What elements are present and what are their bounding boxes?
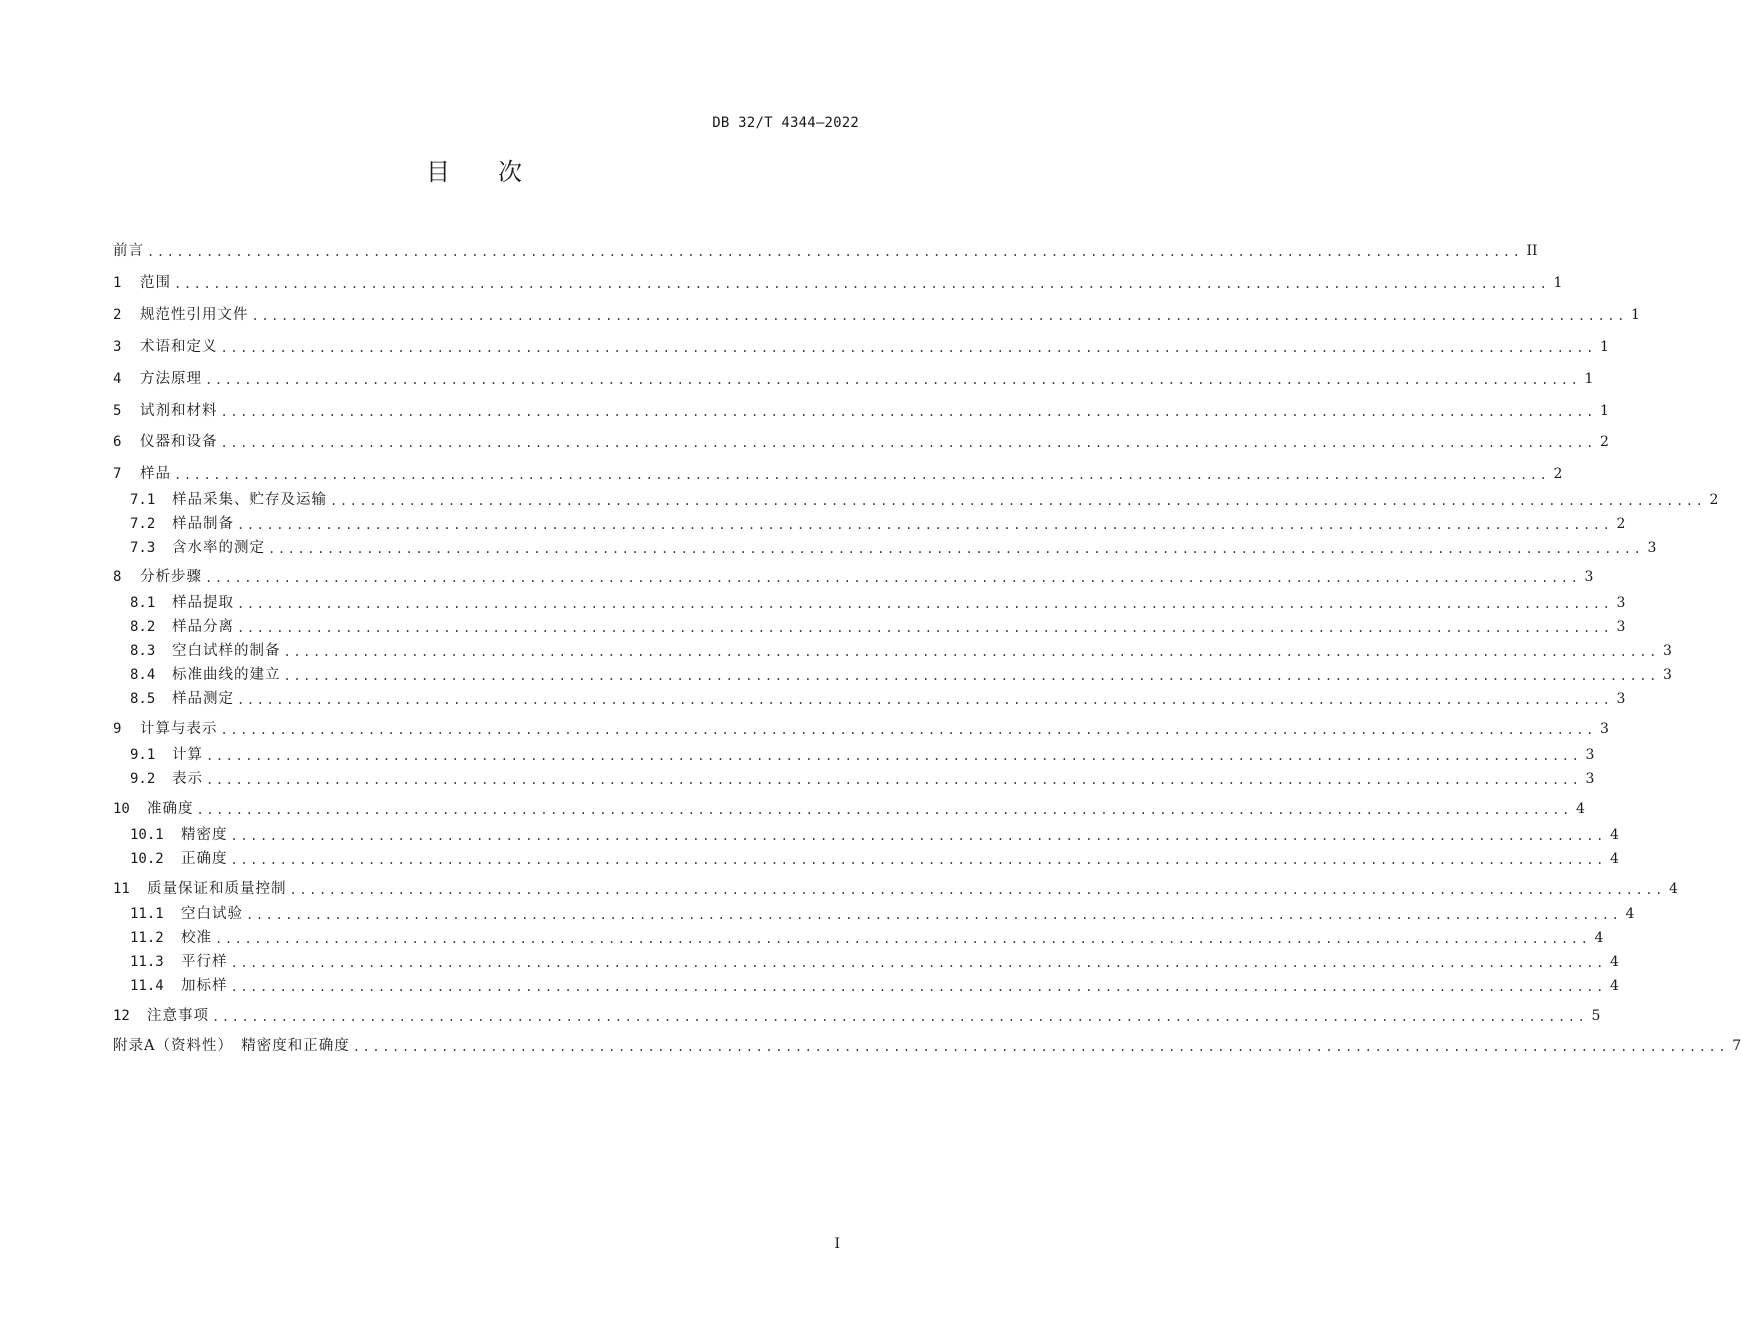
toc-entry[interactable] [113,400,1609,422]
toc-entry[interactable] [113,368,1594,390]
toc-entry-label: 样品采集、贮存及运输 [172,492,327,508]
toc-dot-leader: ............................................................................................................................................ [246,908,1622,922]
toc-entry-label: 校准 [181,930,212,946]
toc-entry-label: 含水率的测定 [172,540,265,556]
toc-dot-leader: ............................................................................................................................................ [205,373,1581,387]
toc-entry-label: 仪器和设备 [140,434,218,450]
toc-entry-label: 加标样 [181,978,228,994]
toc-entry-number: 7.3 [130,540,156,556]
toc-dot-leader: ............................................................................................................................................ [230,853,1606,867]
toc-entry[interactable] [130,592,1626,614]
toc-dot-leader: ............................................................................................................................................ [251,309,1627,323]
toc-dot-leader: ............................................................................................................................................ [330,494,1706,508]
toc-entry-page: 3 [1584,569,1594,585]
toc-entry-page: 3 [1647,540,1657,556]
toc-entry-label: 空白试验 [181,906,243,922]
toc-dot-leader: ............................................................................................................................................ [220,723,1596,737]
toc-dot-leader: ............................................................................................................................................ [230,956,1606,970]
toc-entry[interactable] [113,718,1609,740]
toc-entry[interactable] [130,744,1595,766]
toc-dot-leader: ............................................................................................................................................ [283,669,1659,683]
toc-entry-number: 3 [113,339,122,355]
toc-dot-leader: ............................................................................................................................................ [237,597,1613,611]
toc-entry-page: 3 [1599,721,1609,737]
toc-entry-number: 2 [113,307,122,323]
toc-dot-leader: ............................................................................................................................................ [268,542,1644,556]
toc-entry-number: 12 [113,1008,130,1024]
toc-entry-page: 2 [1616,516,1626,532]
toc-entry-number: 11.4 [130,978,164,994]
toc-entry-label: 注意事项 [147,1008,209,1024]
toc-entry-label: 样品分离 [172,619,234,635]
toc-entry-label: 规范性引用文件 [140,307,249,323]
toc-entry[interactable] [130,824,1619,846]
toc-entry-page: 4 [1668,881,1678,897]
toc-entry-label: 质量保证和质量控制 [147,881,287,897]
toc-entry[interactable] [130,688,1626,710]
toc-entry-label: 前言 [113,243,144,259]
toc-entry-number: 8.2 [130,619,156,635]
toc-entry-label: 平行样 [181,954,228,970]
toc-dot-leader: ............................................................................................................................................ [212,1010,1588,1024]
footer-page-number: I [834,1236,840,1252]
toc-entry-number: 8.1 [130,595,156,611]
toc-entry-page: 1 [1630,307,1640,323]
toc-dot-leader: ............................................................................................................................................ [196,803,1572,817]
toc-dot-leader: ............................................................................................................................................ [220,405,1596,419]
toc-entry-label: 样品测定 [172,691,234,707]
toc-entry[interactable] [130,616,1626,638]
toc-dot-leader: ............................................................................................................................................ [206,749,1582,763]
toc-entry[interactable] [113,304,1640,326]
toc-entry[interactable] [113,1005,1601,1027]
toc-dot-leader: ............................................................................................................................................ [289,883,1665,897]
toc-entry-page: 4 [1594,930,1604,946]
toc-entry-number: 4 [113,371,122,387]
toc-entry-label: 标准曲线的建立 [172,667,281,683]
toc-entry-label: 试剂和材料 [140,403,218,419]
toc-dot-leader: ............................................................................................................................................ [230,829,1606,843]
toc-entry-number: 10.2 [130,851,164,867]
toc-dot-leader: ............................................................................................................................................ [230,980,1606,994]
toc-entry-label: 样品 [140,466,171,482]
toc-entry-number: 8 [113,569,122,585]
toc-entry-label: 正确度 [181,851,228,867]
toc-dot-leader: ............................................................................................................................................ [206,773,1582,787]
toc-entry-page: 4 [1609,827,1619,843]
toc-entry-number: 9 [113,721,122,737]
document-code: DB 32/T 4344—2022 [712,115,859,131]
toc-entry-number: 5 [113,403,122,419]
toc-entry[interactable] [130,951,1619,973]
toc-entry[interactable] [113,566,1594,588]
toc-entry-page: II [1526,243,1538,259]
toc-entry-page: 4 [1575,801,1585,817]
toc-dot-leader: ............................................................................................................................................ [174,468,1550,482]
toc-entry[interactable] [113,463,1563,485]
toc-entry[interactable] [130,903,1635,925]
toc-entry[interactable] [113,431,1609,453]
toc-entry-page: 2 [1709,492,1719,508]
toc-entry-label: 表示 [172,771,203,787]
toc-entry[interactable] [113,798,1585,820]
title-char-1: 目 [426,158,452,186]
toc-entry[interactable] [130,927,1604,949]
toc-dot-leader: ............................................................................................................................................ [215,932,1591,946]
toc-entry[interactable] [130,768,1595,790]
toc-entry-page: 4 [1609,851,1619,867]
toc-entry-label: 精密度 [181,827,228,843]
toc-entry[interactable] [130,489,1719,511]
toc-entry-page: 2 [1599,434,1609,450]
toc-entry-label: 计算与表示 [140,721,218,737]
toc-dot-leader: ............................................................................................................................................ [174,277,1550,291]
toc-dot-leader: ............................................................................................................................................ [205,571,1581,585]
toc-entry-number: 11.2 [130,930,164,946]
toc-entry-number: 11 [113,881,130,897]
toc-entry-page: 2 [1553,466,1563,482]
toc-entry-number: 8.5 [130,691,156,707]
toc-entry-page: 3 [1585,747,1595,763]
toc-entry-number: 10 [113,801,130,817]
toc-entry-number: 10.1 [130,827,164,843]
toc-entry-label: 样品提取 [172,595,234,611]
toc-entry[interactable] [130,975,1619,997]
toc-entry-label: 范围 [140,275,171,291]
toc-dot-leader: ............................................................................................................................................ [147,245,1523,259]
toc-entry[interactable] [113,1035,1741,1057]
toc-entry-label: 方法原理 [140,371,202,387]
toc-entry-number: 8.4 [130,667,156,683]
toc-entry-number: 9.1 [130,747,156,763]
toc-entry[interactable] [113,272,1563,294]
toc-entry-page: 4 [1625,906,1635,922]
toc-entry[interactable] [130,640,1672,662]
toc-entry-label: 准确度 [147,801,194,817]
toc-entry[interactable] [130,664,1672,686]
toc-entry-number: 7 [113,466,122,482]
toc-entry-page: 4 [1609,978,1619,994]
toc-entry-page: 1 [1599,403,1609,419]
toc-entry-number: 11.3 [130,954,164,970]
toc-entry-label: 术语和定义 [140,339,218,355]
toc-entry-page: 3 [1616,691,1626,707]
toc-entry-page: 7 [1732,1038,1741,1054]
toc-dot-leader: ............................................................................................................................................ [237,518,1613,532]
toc-entry[interactable] [113,878,1678,900]
toc-entry[interactable] [113,240,1538,262]
title-char-2: 次 [498,158,524,186]
toc-entry[interactable] [130,513,1626,535]
toc-entry-page: 1 [1553,275,1563,291]
toc-dot-leader: ............................................................................................................................................ [220,341,1596,355]
toc-entry-page: 5 [1591,1008,1601,1024]
toc-entry-page: 4 [1609,954,1619,970]
toc-entry-label: 附录A（资料性） 精密度和正确度 [113,1038,350,1054]
toc-entry-page: 3 [1585,771,1595,787]
toc-entry-number: 6 [113,434,122,450]
toc-entry-page: 3 [1662,643,1672,659]
toc-entry-number: 8.3 [130,643,156,659]
toc-entry-label: 分析步骤 [140,569,202,585]
toc-entry-number: 9.2 [130,771,156,787]
toc-dot-leader: ............................................................................................................................................ [352,1040,1729,1054]
toc-entry[interactable] [130,848,1619,870]
toc-entry-page: 3 [1616,619,1626,635]
toc-entry-page: 1 [1584,371,1594,387]
toc-entry[interactable] [113,336,1609,358]
toc-entry-label: 计算 [172,747,203,763]
toc-entry-page: 3 [1616,595,1626,611]
toc-entry[interactable] [130,537,1657,559]
toc-dot-leader: ............................................................................................................................................ [283,645,1659,659]
toc-entry-label: 空白试样的制备 [172,643,281,659]
toc-entry-number: 1 [113,275,122,291]
toc-dot-leader: ............................................................................................................................................ [220,436,1596,450]
toc-entry-label: 样品制备 [172,516,234,532]
toc-entry-number: 7.1 [130,492,156,508]
toc-entry-page: 3 [1662,667,1672,683]
toc-dot-leader: ............................................................................................................................................ [237,621,1613,635]
toc-entry-number: 7.2 [130,516,156,532]
toc-entry-page: 1 [1599,339,1609,355]
toc-dot-leader: ............................................................................................................................................ [237,693,1613,707]
toc-entry-number: 11.1 [130,906,164,922]
